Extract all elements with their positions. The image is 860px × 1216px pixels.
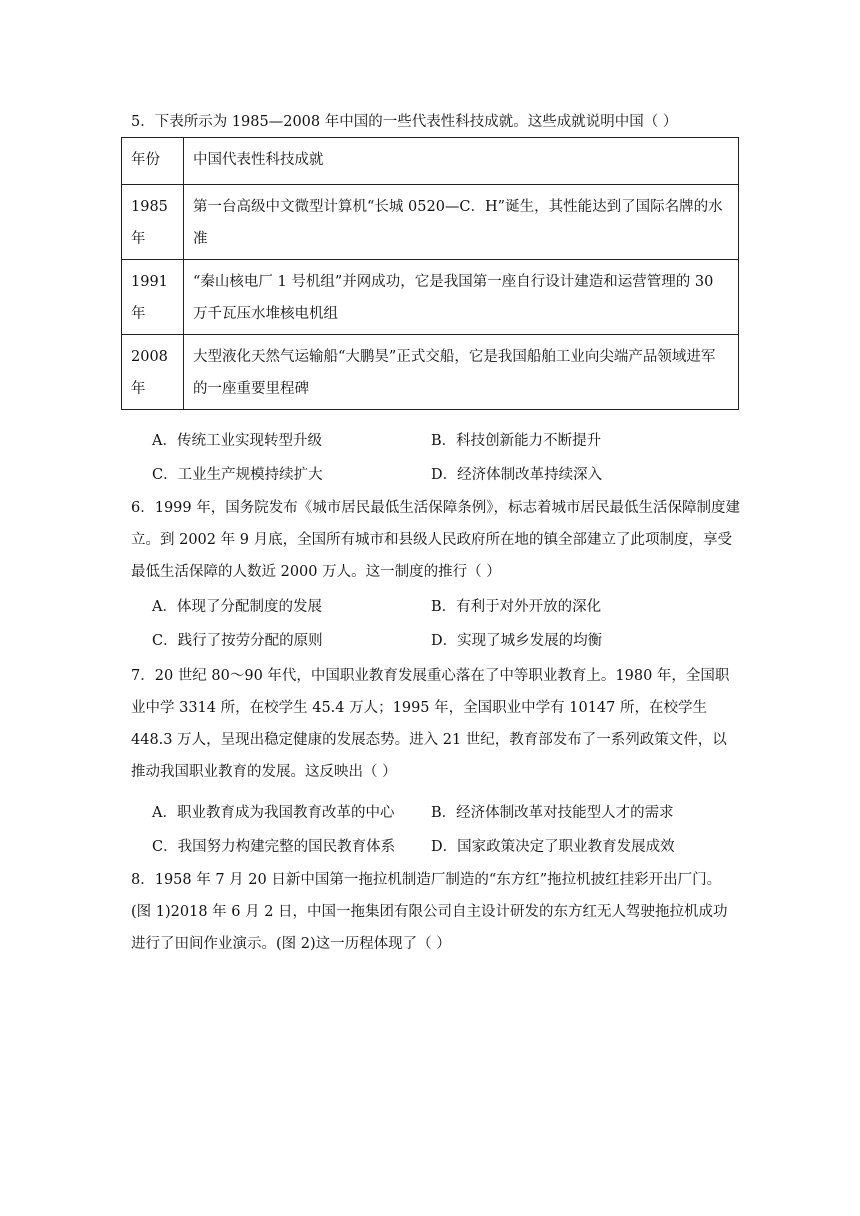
q6-option-b[interactable]: B．有利于对外开放的深化 (431, 599, 602, 615)
row-achievement: 第一台高级中文微型计算机“长城 0520—C．H”诞生，其性能达到了国际名牌的水准 (184, 185, 739, 260)
q7-stem: 7．20 世纪 80～90 年代，中国职业教育发展重心落在了中等职业教育上。1980 年，全国职业中学 3314 所，在校学生 45.4 万人；1995 年，全国职业中学有 10147 所，在校学生 448.3 万人，呈现出稳定健康的发展态势。进入 21 世纪，教育部发布了一系列政策文件，以推动我国职业教育的发展。这反映出（ ） (131, 668, 730, 780)
row-year: 1985年 (122, 185, 184, 260)
q6-option-d[interactable]: D．实现了城乡发展的均衡 (431, 633, 603, 649)
header-achievement: 中国代表性科技成就 (184, 138, 739, 185)
row-achievement: 大型液化天然气运输船“大鹏昊”正式交船，它是我国船舶工业向尖端产品领域进军的一座重要里程碑 (184, 335, 739, 410)
table-row (122, 260, 739, 335)
q7-option-a[interactable]: A．职业教育成为我国教育改革的中心 (152, 805, 395, 821)
q7-options (152, 796, 742, 864)
table-header-row (122, 138, 739, 185)
table-row (122, 335, 739, 410)
q5-stem: 5．下表所示为 1985—2008 年中国的一些代表性科技成就。这些成就说明中国（ ） (131, 114, 678, 130)
q7-option-d[interactable]: D．国家政策决定了职业教育发展成效 (431, 839, 675, 855)
header-year: 年份 (122, 138, 184, 185)
row-year: 1991年 (122, 260, 184, 335)
q5-option-c[interactable]: C．工业生产规模持续扩大 (152, 467, 323, 483)
q6-options (152, 590, 742, 658)
row-achievement: “秦山核电厂 1 号机组”并网成功，它是我国第一座自行设计建造和运营管理的 30 万千瓦压水堆核电机组 (184, 260, 739, 335)
q6-stem: 6．1999 年，国务院发布《城市居民最低生活保障条例》，标志着城市居民最低生活保障制度建立。到 2002 年 9 月底，全国所有城市和县级人民政府所在地的镇全部建立了此项制度，享受最低生活保障的人数近 2000 万人。这一制度的推行（ ） (131, 500, 740, 580)
q5-option-b[interactable]: B．科技创新能力不断提升 (431, 433, 602, 449)
q7-option-b[interactable]: B．经济体制改革对技能型人才的需求 (431, 805, 674, 821)
row-year: 2008年 (122, 335, 184, 410)
q6-option-a[interactable]: A．体现了分配制度的发展 (152, 599, 322, 615)
q5-option-a[interactable]: A．传统工业实现转型升级 (152, 433, 322, 449)
q6-option-c[interactable]: C．践行了按劳分配的原则 (152, 633, 323, 649)
q5-options (152, 424, 742, 492)
q8-stem: 8．1958 年 7 月 20 日新中国第一拖拉机制造厂制造的“东方红”拖拉机披红挂彩开出厂门。(图 1)2018 年 6 月 2 日，中国一拖集团有限公司自主设计研发的东方红无人驾驶拖拉机成功进行了田间作业演示。(图 2)这一历程体现了（ ） (131, 872, 728, 952)
q5-option-d[interactable]: D．经济体制改革持续深入 (431, 467, 603, 483)
table-row (122, 185, 739, 260)
q7-option-c[interactable]: C．我国努力构建完整的国民教育体系 (152, 839, 396, 855)
achievements-table (121, 137, 739, 410)
